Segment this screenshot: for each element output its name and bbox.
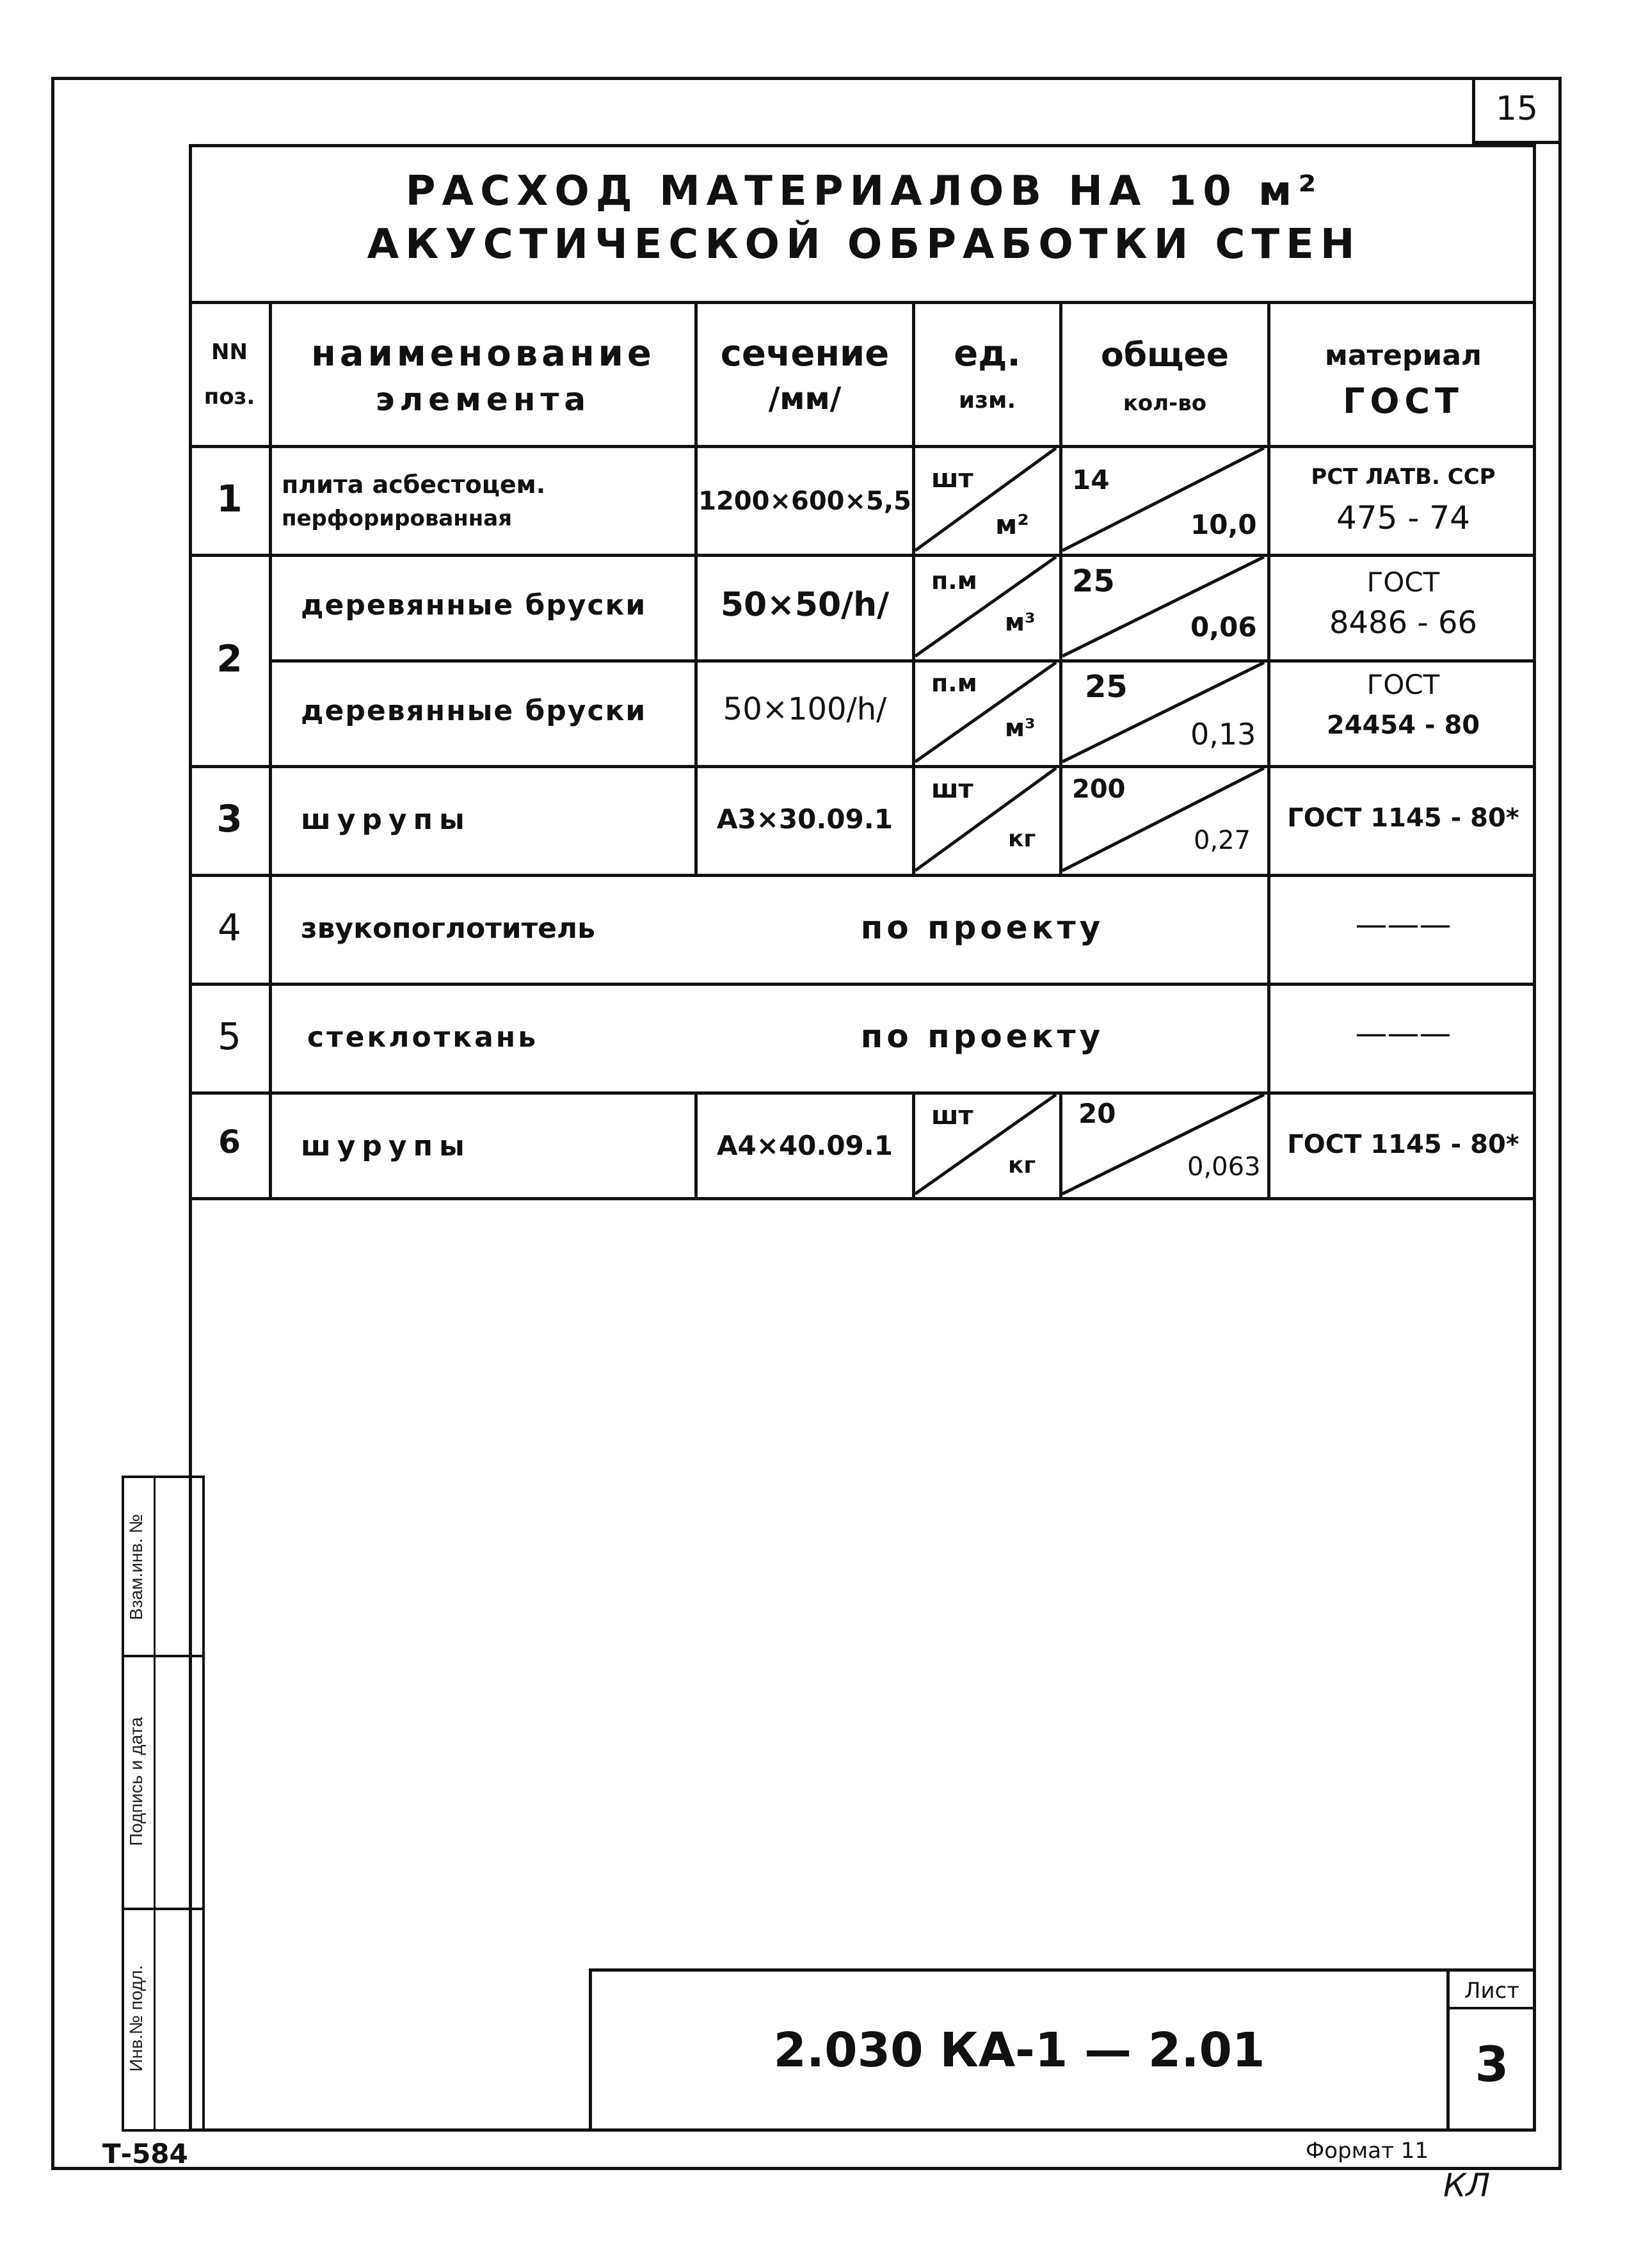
row4-name: звукопоглотитель <box>301 912 595 945</box>
side-stamp-label-1: Взам.инв. № <box>126 1514 146 1620</box>
row2a-section: 50×50/h/ <box>720 586 890 624</box>
row3-unit-top: шт <box>931 775 973 804</box>
row5-material: ——— <box>1355 1015 1452 1052</box>
row2b-material-2: 24454 - 80 <box>1326 711 1480 740</box>
row2b-qty-top: 25 <box>1085 669 1128 705</box>
title-block-sheet-label-line <box>1446 2007 1536 2009</box>
side-stamp-div-1 <box>122 1655 205 1657</box>
row2a-material-2: 8486 - 66 <box>1329 605 1478 641</box>
row6-qty-bottom: 0,063 <box>1187 1152 1261 1182</box>
header-name-2: элемента <box>375 381 591 418</box>
row3-section: А3×30.09.1 <box>717 803 893 835</box>
header-unit-1: ед. <box>954 333 1021 374</box>
title-line-1: РАСХОД МАТЕРИАЛОВ НА 10 м² <box>405 168 1323 215</box>
row2a-qty-top: 25 <box>1072 563 1115 599</box>
row2b-material-1: ГОСТ <box>1366 669 1440 700</box>
row2a-material-1: ГОСТ <box>1366 567 1440 598</box>
row2b-name: деревянные бруски <box>301 695 647 727</box>
row6-unit-bottom: кг <box>1008 1152 1036 1178</box>
row1-qty-bottom: 10,0 <box>1190 509 1257 540</box>
row6-unit-top: шт <box>931 1101 973 1130</box>
row6-pos: 6 <box>218 1123 241 1161</box>
row2a-qty-bottom: 0,06 <box>1190 611 1257 643</box>
row6-material: ГОСТ 1145 - 80* <box>1287 1130 1519 1159</box>
header-qty-1: общее <box>1100 336 1229 374</box>
side-stamp-inner-line <box>154 1476 156 2132</box>
row5-name: стеклоткань <box>307 1021 539 1054</box>
footer-left-code: Т-584 <box>102 2138 188 2169</box>
header-section-1: сечение <box>720 333 890 374</box>
row3-pos: 3 <box>216 797 243 840</box>
row2b-section: 50×100/h/ <box>723 691 887 727</box>
sheet-corner-number: 15 <box>1495 90 1539 128</box>
row6-name: шурупы <box>301 1130 471 1162</box>
row2b-unit-top: п.м <box>931 669 977 697</box>
row1-qty-top: 14 <box>1072 464 1110 495</box>
row1-name-2: перфорированная <box>282 506 513 531</box>
header-material-2: ГОСТ <box>1343 381 1464 421</box>
footer-format: Формат 11 <box>1306 2138 1429 2164</box>
row4-merged: по проекту <box>860 909 1105 946</box>
row3-name: шурупы <box>301 803 471 836</box>
row2b-unit-bottom: м³ <box>1005 714 1036 742</box>
header-name-1: наименование <box>311 333 655 374</box>
side-stamp-div-2 <box>122 1908 205 1910</box>
row2a-unit-top: п.м <box>931 567 977 595</box>
header-pos-2: поз. <box>204 384 255 410</box>
row3-qty-top: 200 <box>1072 775 1126 804</box>
sheet-label: Лист <box>1464 1978 1520 2004</box>
row2a-name: деревянные бруски <box>301 589 647 622</box>
header-qty-2: кол-во <box>1123 390 1207 416</box>
title-line-2: АКУСТИЧЕСКОЙ ОБРАБОТКИ СТЕН <box>367 221 1361 268</box>
header-unit-2: изм. <box>958 387 1016 414</box>
row1-material-2: 475 - 74 <box>1336 499 1470 536</box>
row3-unit-bottom: кг <box>1008 826 1036 852</box>
footer-initials: КЛ <box>1443 2167 1491 2204</box>
row2-pos: 2 <box>216 637 243 680</box>
row1-section: 1200×600×5,5 <box>698 487 911 516</box>
document-code: 2.030 КА-1 — 2.01 <box>773 2023 1265 2078</box>
row5-pos: 5 <box>218 1015 241 1058</box>
row2b-qty-bottom: 0,13 <box>1190 717 1256 752</box>
row4-material: ——— <box>1355 906 1452 943</box>
row5-merged: по проекту <box>860 1018 1105 1055</box>
row2a-unit-bottom: м³ <box>1005 608 1036 636</box>
row1-unit-bottom: м² <box>995 509 1029 540</box>
row1-unit-top: шт <box>931 464 973 494</box>
row6-section: А4×40.09.1 <box>717 1130 893 1161</box>
sheet-number: 3 <box>1475 2036 1509 2093</box>
row3-material: ГОСТ 1145 - 80* <box>1287 803 1519 833</box>
row1-name-1: плита асбестоцем. <box>282 470 546 499</box>
side-stamp-label-2: Подпись и дата <box>126 1717 146 1846</box>
row4-pos: 4 <box>218 906 241 949</box>
row6-qty-top: 20 <box>1078 1098 1116 1129</box>
row1-pos: 1 <box>216 477 243 520</box>
header-section-2: /мм/ <box>768 381 842 417</box>
header-material-1: материал <box>1324 339 1482 372</box>
side-stamp-label-3: Инв.№ подл. <box>126 1965 146 2072</box>
row1-material-1: РСТ ЛАТВ. ССР <box>1311 464 1496 490</box>
header-pos-1: NN <box>211 339 248 365</box>
row3-qty-bottom: 0,27 <box>1194 826 1251 855</box>
